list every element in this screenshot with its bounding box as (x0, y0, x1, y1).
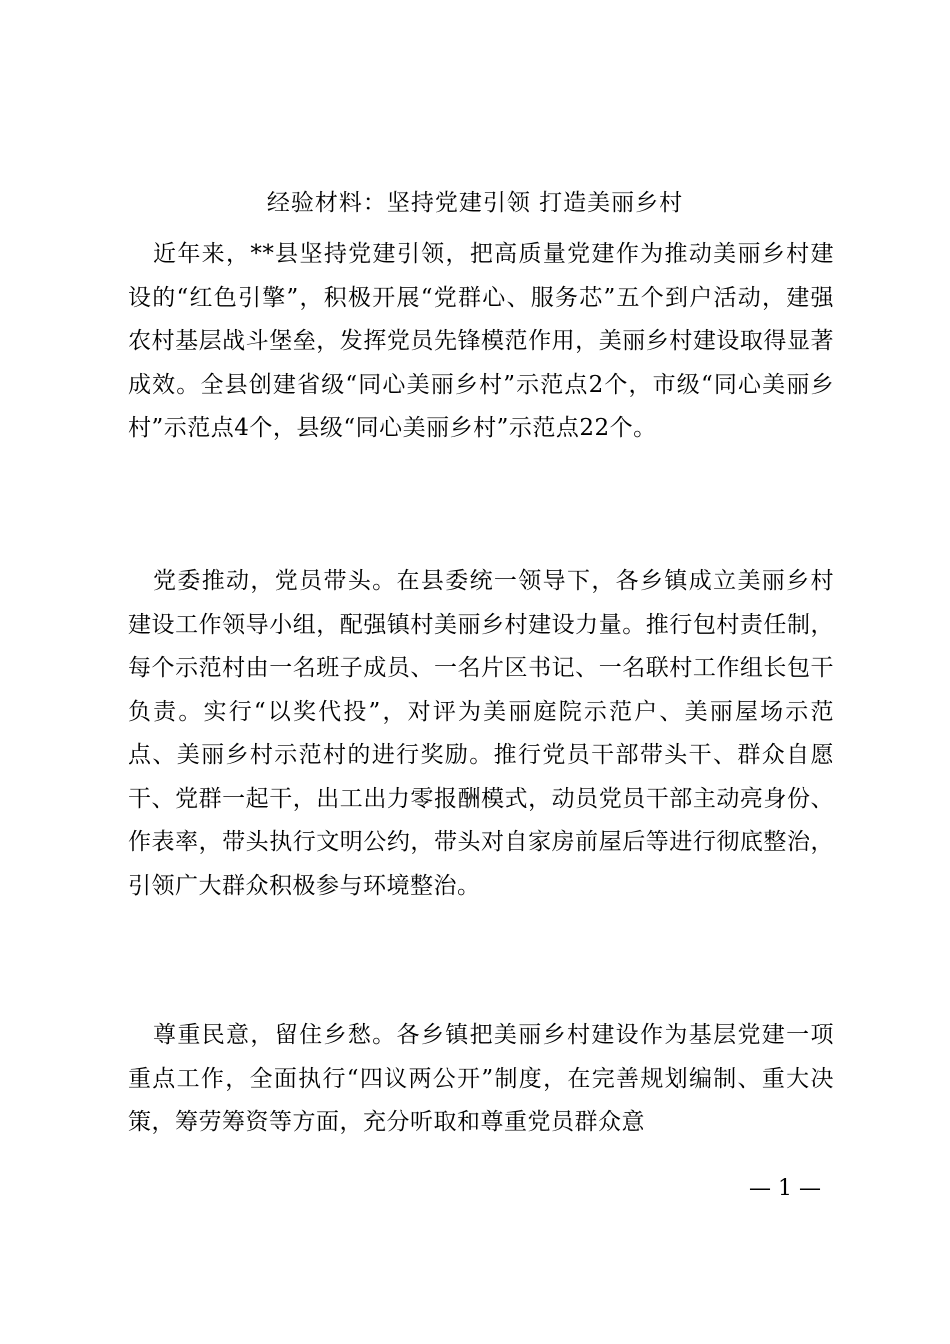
paragraph-public-opinion: 尊重民意，留住乡愁。各乡镇把美丽乡村建设作为基层党建一项重点工作，全面执行“四议两公开”制度，在完善规划编制、重大决策，筹劳筹资等方面，充分听取和尊重党员群众意 (128, 1022, 834, 1135)
paragraph-party-leadership: 党委推动，党员带头。在县委统一领导下，各乡镇成立美丽乡村建设工作领导小组，配强镇村美丽乡村建设力量。推行包村责任制，每个示范村由一名班子成员、一名片区书记、一名联村工作组长包干负责。实行“以奖代投”，对评为美丽庭院示范户、美丽屋场示范点、美丽乡村示范村的进行奖励。推行党员干部带头干、群众自愿干、党群一起干，出工出力零报酬模式，动员党员干部主动亮身份、作表率，带头执行文明公约，带头对自家房前屋后等进行彻底整治，引领广大群众积极参与环境整治。 (128, 568, 834, 899)
document-title: 经验材料：坚持党建引领 打造美丽乡村 (266, 190, 684, 216)
paragraph-intro: 近年来，**县坚持党建引领，把高质量党建作为推动美丽乡村建设的“红色引擎”，积极开展“党群心、服务芯”五个到户活动，建强农村基层战斗堡垒，发挥党员先锋模范作用，美丽乡村建设取得显著成效。全县创建省级“同心美丽乡村”示范点2个，市级“同心美丽乡村”示范点4个，县级“同心美丽乡村”示范点22个。 (128, 241, 834, 441)
page-number: — 1 — (749, 1176, 821, 1201)
